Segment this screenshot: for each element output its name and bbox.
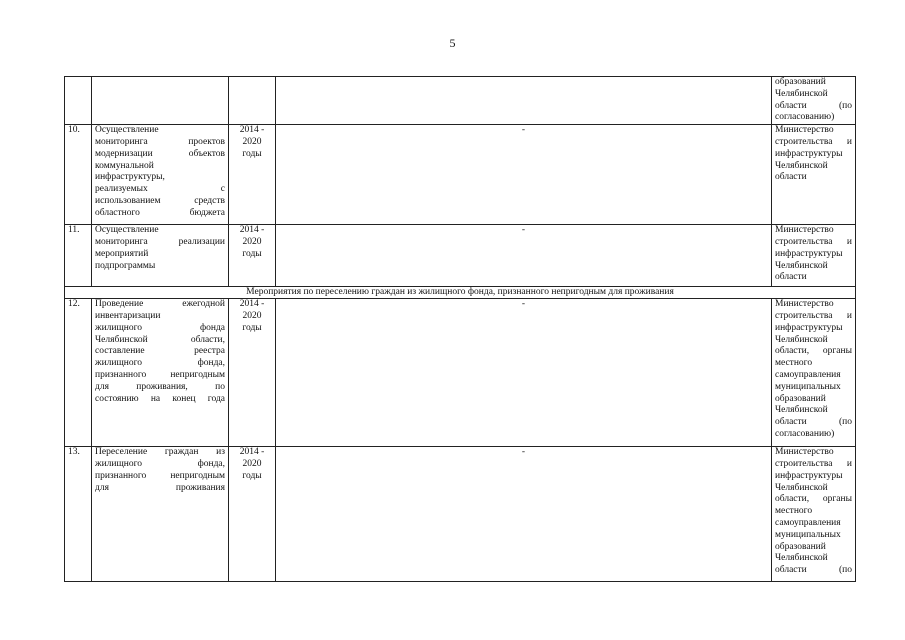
cell-line: использованием средств [95, 195, 225, 206]
cell-line: Переселение граждан из [95, 447, 225, 458]
cell-line: годы [242, 248, 262, 259]
result-cell: - [276, 125, 772, 225]
cell-line: образований [775, 393, 826, 404]
cell-line: 2014 - [239, 225, 265, 236]
cell-line: жилищного фонда, [95, 358, 225, 369]
row-number: 11. [65, 225, 92, 287]
action-cell [92, 225, 229, 287]
cell-line: образований [775, 541, 826, 552]
cell-line: образований [775, 77, 826, 87]
cell-line: муниципальных [775, 529, 841, 540]
responsible-cell [772, 299, 856, 447]
cell-line: Проведение ежегодной [95, 299, 225, 310]
cell-line: годы [242, 148, 262, 159]
action-cell [92, 299, 229, 447]
period-cell [229, 77, 276, 125]
cell-line: 2020 [242, 236, 262, 247]
cell-line: жилищного фонда [95, 322, 225, 333]
cell-line: мониторинга проектов [95, 136, 225, 147]
responsible-cell [772, 77, 856, 125]
table-row [65, 77, 856, 125]
cell-line: мониторинга реализации [95, 236, 225, 247]
cell-line: инфраструктуры [775, 470, 843, 481]
cell-line: реализуемых с [95, 184, 225, 195]
cell-line: области (по [775, 565, 852, 576]
cell-line: области, органы [775, 494, 852, 505]
num-cell [65, 77, 92, 125]
cell-line: Челябинской [775, 405, 828, 416]
cell-line: Министерство [775, 299, 834, 310]
table-row [65, 125, 856, 225]
cell-line: Челябинской [775, 553, 828, 564]
cell-line: 2020 [242, 458, 262, 469]
cell-line: состоянию на конец года [95, 393, 225, 404]
action-cell [92, 447, 229, 582]
section-row [65, 287, 856, 299]
cell-line: муниципальных [775, 381, 841, 392]
cell-line: инфраструктуры [775, 148, 843, 159]
result-cell: - [276, 299, 772, 447]
cell-line: для проживания [95, 482, 225, 493]
cell-line: области (по [775, 100, 852, 111]
action-cell [92, 77, 229, 125]
cell-line: годы [242, 322, 262, 333]
cell-line: Министерство [775, 125, 834, 136]
cell-line: области, органы [775, 346, 852, 357]
cell-line: составление реестра [95, 346, 225, 357]
cell-line: строительства и [775, 458, 852, 469]
period-cell [229, 225, 276, 287]
table-row [65, 225, 856, 287]
action-cell [92, 125, 229, 225]
table-row [65, 447, 856, 582]
cell-line: 2020 [242, 136, 262, 147]
cell-line: области [775, 172, 807, 183]
cell-line: для проживания, по [95, 381, 225, 392]
cell-line: согласованию) [775, 112, 835, 123]
cell-line: самоуправления [775, 517, 841, 528]
cell-line: строительства и [775, 310, 852, 321]
cell-line: областного бюджета [95, 207, 225, 218]
cell-line: Челябинской [775, 160, 828, 171]
cell-line: инфраструктуры [775, 322, 843, 333]
cell-line: области (по [775, 417, 852, 428]
cell-line: подпрограммы [95, 260, 156, 271]
cell-line: 2014 - [239, 447, 265, 458]
cell-line: инфраструктуры, [95, 172, 165, 183]
period-cell [229, 447, 276, 582]
page-number: 5 [449, 36, 456, 50]
cell-line: Челябинской области, [95, 334, 225, 345]
result-cell [276, 77, 772, 125]
cell-line: 2014 - [239, 125, 265, 136]
cell-line: Челябинской [775, 482, 828, 493]
responsible-cell [772, 125, 856, 225]
row-number: 13. [65, 447, 92, 582]
cell-line: Челябинской [775, 88, 828, 99]
cell-line: области [775, 272, 807, 283]
cell-line: признанного непригодным [95, 369, 225, 380]
cell-line: местного [775, 358, 813, 369]
cell-line: инфраструктуры [775, 248, 843, 259]
cell-line: жилищного фонда, [95, 458, 225, 469]
row-number: 10. [65, 125, 92, 225]
cell-line: строительства и [775, 136, 852, 147]
responsible-cell [772, 225, 856, 287]
cell-line: годы [242, 470, 262, 481]
cell-line: Челябинской [775, 334, 828, 345]
cell-line: самоуправления [775, 369, 841, 380]
cell-line: строительства и [775, 236, 852, 247]
cell-line: мероприятий [95, 248, 149, 259]
period-cell [229, 125, 276, 225]
cell-line: местного [775, 506, 813, 517]
cell-line: 2020 [242, 310, 262, 321]
responsible-cell [772, 447, 856, 582]
table-row [65, 299, 856, 447]
cell-line: коммунальной [95, 160, 154, 171]
result-cell: - [276, 225, 772, 287]
row-number: 12. [65, 299, 92, 447]
result-cell: - [276, 447, 772, 582]
cell-line: Осуществление [95, 225, 159, 236]
cell-line: инвентаризации [95, 310, 161, 321]
cell-line: согласованию) [775, 428, 835, 439]
measures-table [64, 76, 856, 582]
cell-line: Министерство [775, 225, 834, 236]
section-title: Мероприятия по переселению граждан из жилищного фонда, признанного непригодным для проживания [65, 287, 856, 299]
cell-line: признанного непригодным [95, 470, 225, 481]
cell-line: Министерство [775, 447, 834, 458]
cell-line: 2014 - [239, 299, 265, 310]
cell-line: модернизации объектов [95, 148, 225, 159]
period-cell [229, 299, 276, 447]
cell-line: Челябинской [775, 260, 828, 271]
cell-line: Осуществление [95, 125, 159, 136]
